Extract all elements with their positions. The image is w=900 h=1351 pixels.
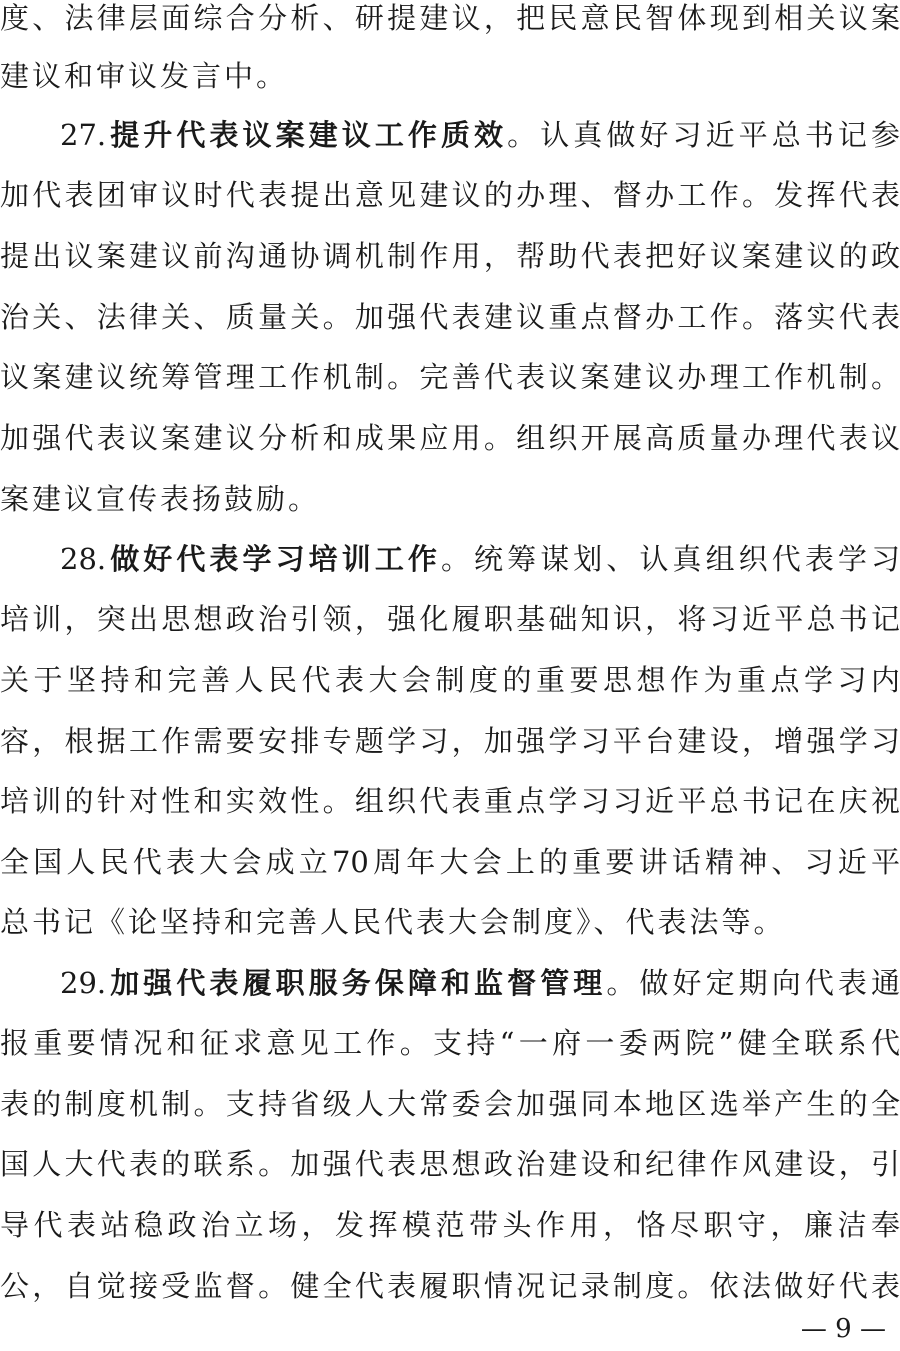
body-line: 关于坚持和完善人民代表大会制度的重要思想作为重点学习内 <box>0 663 900 697</box>
body-line: 议案建议统筹管理工作机制。完善代表议案建议办理工作机制。 <box>0 360 900 394</box>
section-28-text: 。统筹谋划、认真组织代表学习 <box>440 542 900 576</box>
body-line: 加强代表议案建议分析和成果应用。组织开展高质量办理代表议 <box>0 421 900 455</box>
section-28-first-line <box>60 529 900 589</box>
section-29-first-line <box>60 953 900 1013</box>
section-28-number: 28. <box>60 542 107 576</box>
body-line: 治关、法律关、质量关。加强代表建议重点督办工作。落实代表 <box>0 300 900 334</box>
section-29-number: 29. <box>60 966 107 1000</box>
section-27-first-line <box>60 105 900 165</box>
body-line: 表的制度机制。支持省级人大常委会加强同本地区选举产生的全 <box>0 1087 900 1121</box>
body-line: 国人大代表的联系。加强代表思想政治建设和纪律作风建设，引 <box>0 1147 900 1181</box>
body-line: 培训，突出思想政治引领，强化履职基础知识，将习近平总书记 <box>0 602 900 636</box>
body-line: 公，自觉接受监督。健全代表履职情况记录制度。依法做好代表 <box>0 1269 900 1303</box>
section-27-heading: 提升代表议案建议工作质效 <box>106 118 508 152</box>
body-line: 总书记《论坚持和完善人民代表大会制度》、代表法等。 <box>0 905 786 939</box>
body-line: 容，根据工作需要安排专题学习，加强学习平台建设，增强学习 <box>0 724 900 758</box>
body-line: 报重要情况和征求意见工作。支持“一府一委两院”健全联系代 <box>0 1026 900 1060</box>
section-29-text: 。做好定期向代表通 <box>606 966 900 1000</box>
body-line: 全国人民代表大会成立70周年大会上的重要讲话精神、习近平 <box>0 845 900 879</box>
section-29-heading: 加强代表履职服务保障和监督管理 <box>106 966 607 1000</box>
body-line: 提出议案建议前沟通协调机制作用，帮助代表把好议案建议的政 <box>0 239 900 273</box>
body-line: 度、法律层面综合分析、研提建议，把民意民智体现到相关议案 <box>0 1 900 35</box>
body-line: 培训的针对性和实效性。组织代表重点学习习近平总书记在庆祝 <box>0 784 900 818</box>
body-line: 加代表团审议时代表提出意见建议的办理、督办工作。发挥代表 <box>0 178 900 212</box>
body-line: 建议和审议发言中。 <box>0 59 289 93</box>
section-27-number: 27. <box>60 118 107 152</box>
section-28-heading: 做好代表学习培训工作 <box>106 542 441 576</box>
body-line: 导代表站稳政治立场，发挥模范带头作用，恪尽职守，廉洁奉 <box>0 1208 900 1242</box>
section-27-text: 。认真做好习近平总书记参 <box>507 118 900 152</box>
page-number: — 9 — <box>800 1314 886 1344</box>
body-line: 案建议宣传表扬鼓励。 <box>0 482 321 516</box>
